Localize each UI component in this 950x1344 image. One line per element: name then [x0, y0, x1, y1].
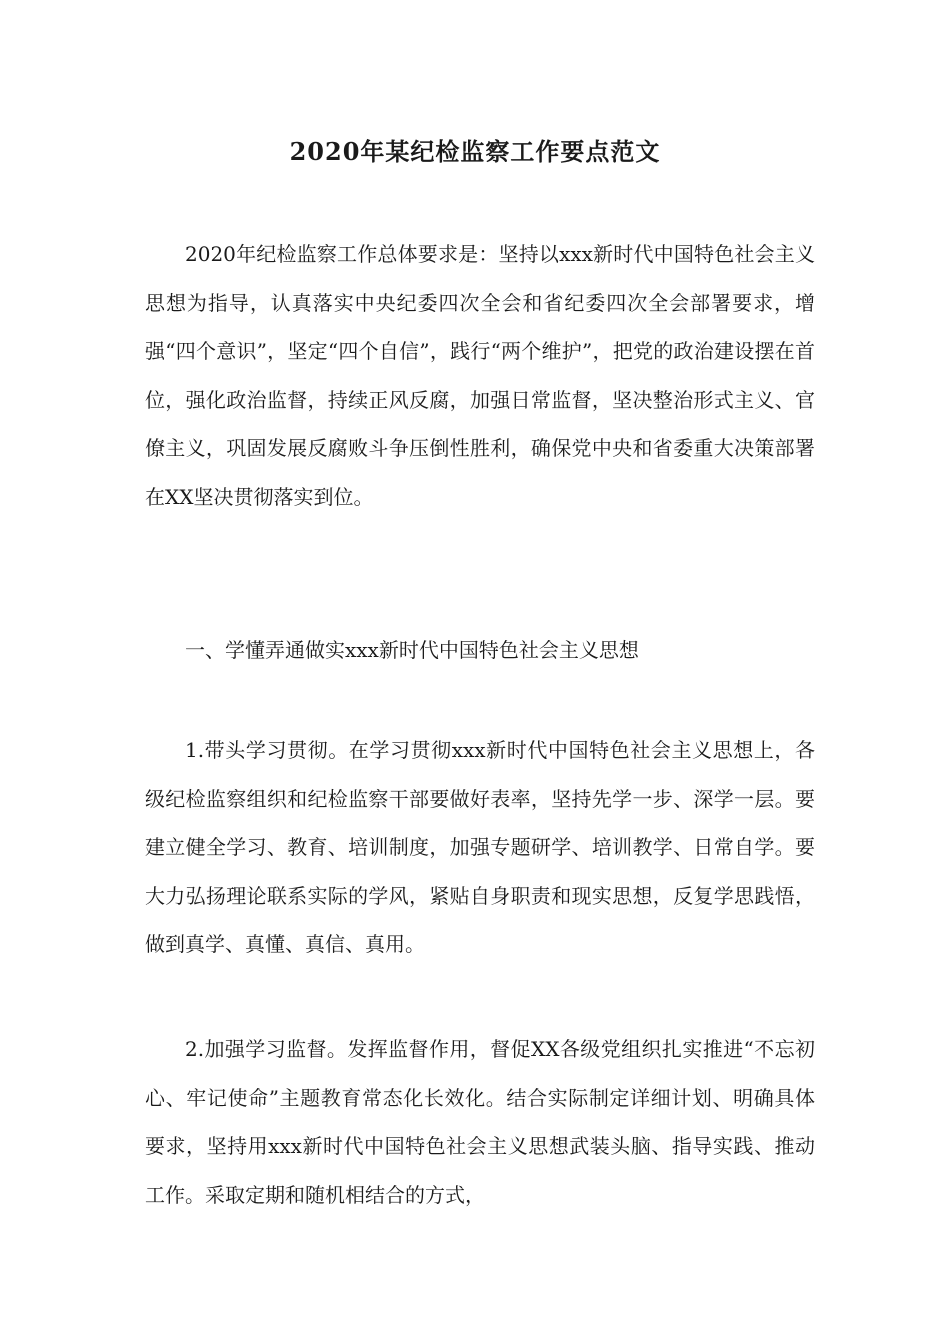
item-paragraph-2: 2.加强学习监督。发挥监督作用，督促XX各级党组织扎实推进“不忘初心、牢记使命”主题教育常态化长效化。结合实际制定详细计划、明确具体要求，坚持用xxx新时代中国特色社会主义思想武装头脑、指导实践、推动工作。采取定期和随机相结合的方式，	[145, 1037, 815, 1207]
section-heading-1: 一、学懂弄通做实xxx新时代中国特色社会主义思想	[185, 638, 639, 662]
intro-paragraph: 2020年纪检监察工作总体要求是：坚持以xxx新时代中国特色社会主义思想为指导，认真落实中央纪委四次全会和省纪委四次全会部署要求，增强“四个意识”，坚定“四个自信”，践行“两个维护”，把党的政治建设摆在首位，强化政治监督，持续正风反腐，加强日常监督，坚决整治形式主义、官僚主义，巩固发展反腐败斗争压倒性胜利，确保党中央和省委重大决策部署在XX坚决贯彻落实到位。	[145, 242, 815, 509]
document-title: 2020年某纪检监察工作要点范文	[289, 137, 661, 166]
item-paragraph-1: 1.带头学习贯彻。在学习贯彻xxx新时代中国特色社会主义思想上，各级纪检监察组织和纪检监察干部要做好表率，坚持先学一步、深学一层。要建立健全学习、教育、培训制度，加强专题研学、培训教学、日常自学。要大力弘扬理论联系实际的学风，紧贴自身职责和现实思想，反复学思践悟，做到真学、真懂、真信、真用。	[145, 738, 815, 957]
